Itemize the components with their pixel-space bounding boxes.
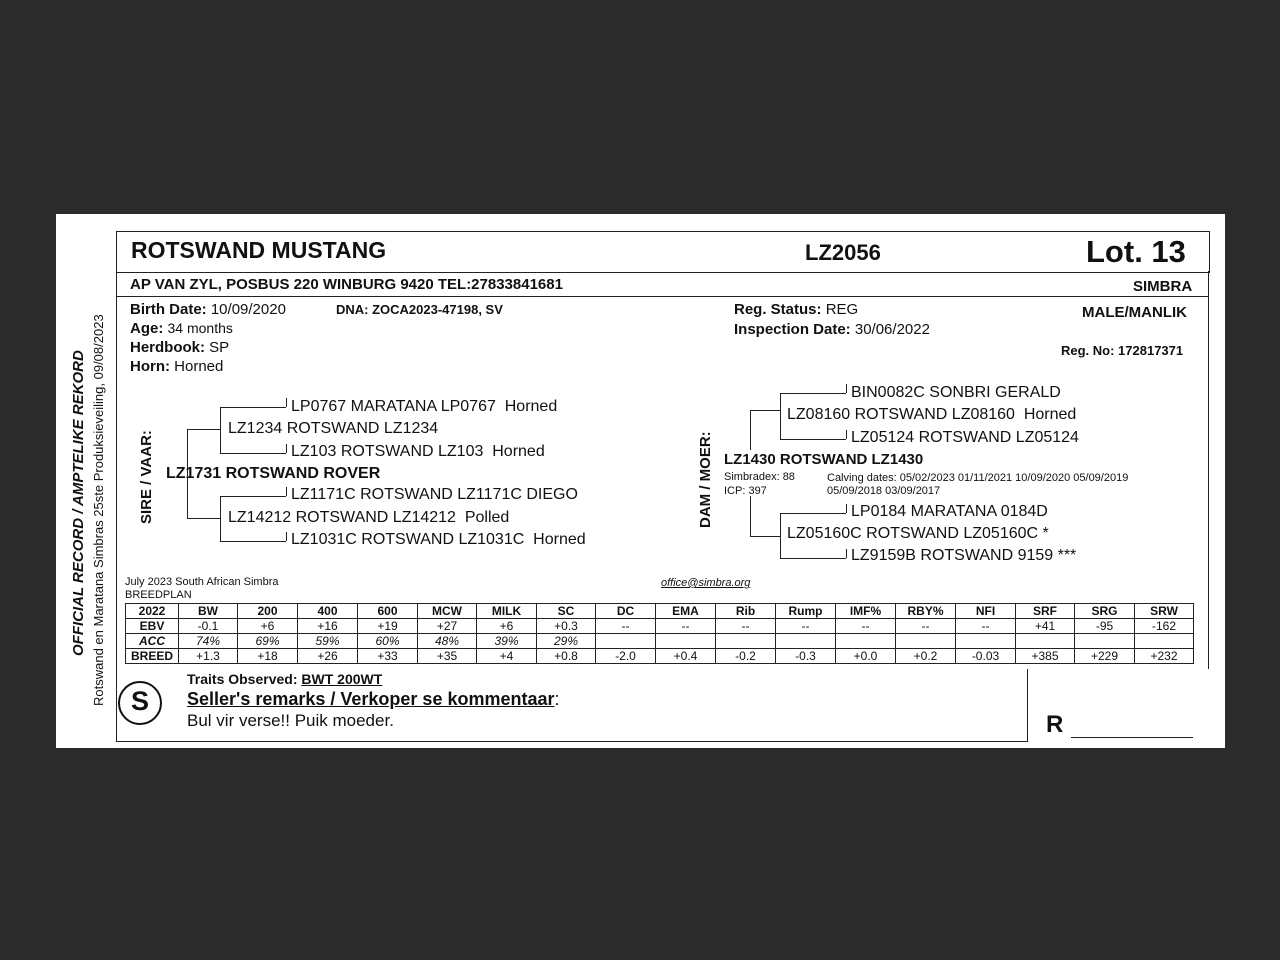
sire-tick-3	[286, 487, 287, 496]
acc-cell	[1016, 634, 1075, 649]
reg-status-value: REG	[825, 301, 859, 318]
breed-cell: -0.3	[776, 649, 836, 664]
sire-dam-line-bottom	[220, 541, 286, 542]
ebv-col-400: 400	[298, 604, 358, 619]
icp: ICP: 397	[724, 485, 767, 497]
traits-value: BWT 200WT	[301, 671, 383, 687]
herdbook-value: SP	[209, 339, 230, 356]
sale-info-label: Rotswand en Maratana Simbras 25ste Produksieveiling, 09/08/2023	[91, 314, 106, 706]
dam-sire-dam: LZ05124 ROTSWAND LZ05124	[851, 429, 1079, 446]
dam-label: DAM / MOER:	[697, 431, 714, 528]
sire-sire-dam	[291, 443, 545, 461]
sire-sire-dam-horn: Horned	[492, 443, 545, 460]
animal-id: LZ2056	[805, 240, 881, 265]
remarks-colon: :	[554, 689, 560, 709]
breed-cell: +4	[477, 649, 537, 664]
horn	[130, 358, 223, 375]
inspection-value: 30/06/2022	[854, 321, 930, 338]
ebv-col-600: 600	[358, 604, 418, 619]
acc-cell: 60%	[358, 634, 418, 649]
acc-cell: 39%	[477, 634, 537, 649]
birth-date	[130, 301, 286, 318]
ebv-col-imf: IMF%	[836, 604, 896, 619]
ebv-cell: -0.1	[179, 619, 238, 634]
breed-cell: +0.2	[896, 649, 956, 664]
dna-info: DNA: ZOCA2023-47198, SV	[336, 302, 503, 317]
dam-name: LZ1430 ROTSWAND LZ1430	[724, 451, 924, 468]
sellers-remarks-heading	[187, 689, 560, 710]
ebv-table	[125, 603, 1194, 664]
ebv-cell: +6	[477, 619, 537, 634]
dam-tick-2	[846, 430, 847, 439]
dam-dam-bracket	[780, 513, 781, 558]
breed-row-label: BREED	[126, 649, 179, 664]
acc-cell	[896, 634, 956, 649]
sire-sire-line-top	[220, 407, 286, 408]
acc-cell	[1075, 634, 1135, 649]
traits-label: Traits Observed:	[187, 671, 298, 687]
sire-dam-line-top	[220, 496, 286, 497]
dam-sire-text: LZ08160 ROTSWAND LZ08160	[787, 406, 1015, 423]
sire-sire-bracket	[220, 407, 221, 453]
acc-cell: 59%	[298, 634, 358, 649]
acc-cell	[656, 634, 716, 649]
frame-left	[116, 271, 117, 742]
official-record-label: OFFICIAL RECORD / AMPTELIKE REKORD	[70, 350, 87, 656]
age	[130, 320, 233, 337]
reg-number: Reg. No: 172817371	[1061, 343, 1184, 358]
frame-right	[1208, 271, 1209, 669]
reg-status-label: Reg. Status:	[734, 301, 822, 318]
breed-cell: +229	[1075, 649, 1135, 664]
breed-row	[126, 649, 1194, 664]
remarks-label: Seller's remarks / Verkoper se kommentaar	[187, 689, 555, 709]
horn-value: Horned	[174, 358, 224, 375]
ebv-cell: --	[596, 619, 656, 634]
acc-cell: 29%	[537, 634, 596, 649]
breed-cell: -2.0	[596, 649, 656, 664]
traits-observed	[187, 671, 382, 687]
reg-status	[734, 301, 858, 318]
breed-cell: +33	[358, 649, 418, 664]
breed-cell: -0.2	[716, 649, 776, 664]
ebv-col-nfi: NFI	[956, 604, 1016, 619]
acc-cell: 74%	[179, 634, 238, 649]
dam-dam-dam: LZ9159B ROTSWAND 9159 ***	[851, 547, 1077, 564]
price-line[interactable]	[1071, 737, 1193, 738]
sire-sire-name	[291, 398, 557, 416]
dam-bracket-bottom-line	[750, 536, 780, 537]
divider	[116, 296, 1209, 297]
ebv-col-200: 200	[238, 604, 298, 619]
sire-tick-1	[286, 398, 287, 407]
frame-bottom-right	[1027, 669, 1028, 742]
sire-sire-line-bottom	[220, 453, 286, 454]
ebv-col-srg: SRG	[1075, 604, 1135, 619]
sire-dam-name	[228, 509, 509, 527]
acc-cell	[956, 634, 1016, 649]
breed-cell: +1.3	[179, 649, 238, 664]
herdbook	[130, 339, 229, 356]
ebv-col-srf: SRF	[1016, 604, 1075, 619]
breed-cell: -0.03	[956, 649, 1016, 664]
ebv-col-rby: RBY%	[896, 604, 956, 619]
sex: MALE/MANLIK	[1082, 304, 1187, 321]
herdbook-label: Herdbook:	[130, 339, 205, 356]
sire-label: SIRE / VAAR:	[138, 430, 155, 524]
ebv-col-rump: Rump	[776, 604, 836, 619]
ebv-cell: --	[836, 619, 896, 634]
sire-dam-text: LZ14212 ROTSWAND LZ14212	[228, 509, 456, 526]
birth-date-value: 10/09/2020	[210, 301, 286, 318]
ebv-cell: +41	[1016, 619, 1075, 634]
breed-cell: +35	[418, 649, 477, 664]
dam-bracket-top	[750, 410, 751, 450]
calving-dates-cont: 05/09/2018 03/09/2017	[827, 485, 941, 497]
price-label: R	[1046, 711, 1064, 738]
breed-cell: +18	[238, 649, 298, 664]
sire-dam-dam-horn: Horned	[533, 531, 586, 548]
animal-name: ROTSWAND MUSTANG	[131, 237, 387, 263]
ebv-cell: -95	[1075, 619, 1135, 634]
evaluation-system: BREEDPLAN	[125, 589, 192, 601]
sire-dam-bracket	[220, 496, 221, 541]
office-email[interactable]: office@simbra.org	[661, 577, 751, 589]
age-value: 34 months	[167, 320, 233, 336]
breed-cell: +0.8	[537, 649, 596, 664]
dam-sire-name	[787, 406, 1076, 424]
dam-bracket-bottom	[750, 496, 751, 536]
ebv-cell: -162	[1135, 619, 1194, 634]
dam-dam-sire: LP0184 MARATANA 0184D	[851, 503, 1048, 520]
ebv-cell: +0.3	[537, 619, 596, 634]
acc-cell	[1135, 634, 1194, 649]
sire-sire-parent: LZ1234 ROTSWAND LZ1234	[228, 420, 439, 437]
acc-cell	[596, 634, 656, 649]
ebv-col-srw: SRW	[1135, 604, 1194, 619]
dam-sire-horn: Horned	[1023, 406, 1077, 423]
acc-cell	[776, 634, 836, 649]
inspection-date	[734, 321, 930, 338]
ebv-cell: --	[776, 619, 836, 634]
inspection-label: Inspection Date:	[734, 321, 851, 338]
dam-tick-3	[846, 504, 847, 513]
owner-contact: AP VAN ZYL, POSBUS 220 WINBURG 9420 TEL:27833841681	[130, 276, 563, 293]
sire-sire-horn: Horned	[504, 398, 558, 415]
sire-tick-4	[286, 532, 287, 541]
ebv-cell: --	[956, 619, 1016, 634]
dam-sire-sire: BIN0082C SONBRI GERALD	[851, 384, 1061, 401]
ebv-row-label: EBV	[126, 619, 179, 634]
breed-cell: +0.0	[836, 649, 896, 664]
simbradex: Simbradex: 88	[724, 471, 795, 483]
birth-date-label: Birth Date:	[130, 301, 207, 318]
ebv-col-ema: EMA	[656, 604, 716, 619]
acc-cell: 69%	[238, 634, 298, 649]
acc-cell	[716, 634, 776, 649]
evaluation-source: July 2023 South African Simbra	[125, 576, 279, 588]
breed-cell: +385	[1016, 649, 1075, 664]
dam-bracket-top-line	[750, 410, 780, 411]
sire-dam-dam-text: LZ1031C ROTSWAND LZ1031C	[291, 531, 525, 548]
ebv-row	[126, 619, 1194, 634]
ebv-cell: --	[716, 619, 776, 634]
acc-cell: 48%	[418, 634, 477, 649]
ebv-cell: +6	[238, 619, 298, 634]
dam-dam-line-bottom	[780, 558, 846, 559]
frame-bottom	[116, 741, 1028, 742]
acc-row	[126, 634, 1194, 649]
dam-dam-line-top	[780, 513, 846, 514]
horn-label: Horn:	[130, 358, 170, 375]
dam-sire-line-bottom	[780, 439, 846, 440]
ebv-year: 2022	[126, 604, 179, 619]
dam-tick-4	[846, 549, 847, 558]
sire-dam-sire: LZ1171C ROTSWAND LZ1171C DIEGO	[291, 486, 578, 503]
breed-cell: +232	[1135, 649, 1194, 664]
sire-name: LZ1731 ROTSWAND ROVER	[166, 465, 381, 482]
simbra-logo-icon	[118, 681, 162, 725]
sire-dam-horn: Polled	[464, 509, 510, 526]
acc-row-label: ACC	[126, 634, 179, 649]
age-label: Age:	[130, 320, 164, 337]
lot-number: Lot. 13	[1086, 234, 1186, 269]
logo-letter: S	[130, 686, 149, 716]
breed-cell: +0.4	[656, 649, 716, 664]
sire-tick-2	[286, 444, 287, 453]
ebv-cell: +16	[298, 619, 358, 634]
sellers-remarks-text: Bul vir verse!! Puik moeder.	[187, 711, 394, 730]
ebv-header-row	[126, 604, 1194, 619]
breed-label: SIMBRA	[1133, 278, 1193, 295]
sire-bracket-top	[187, 429, 220, 430]
ebv-col-rib: Rib	[716, 604, 776, 619]
dam-dam-name: LZ05160C ROTSWAND LZ05160C *	[787, 525, 1049, 542]
ebv-cell: +27	[418, 619, 477, 634]
ebv-col-bw: BW	[179, 604, 238, 619]
ebv-col-sc: SC	[537, 604, 596, 619]
sire-dam-dam	[291, 531, 586, 549]
ebv-cell: +19	[358, 619, 418, 634]
sire-sire-text: LP0767 MARATANA LP0767	[291, 398, 496, 415]
sire-sire-dam-text: LZ103 ROTSWAND LZ103	[291, 443, 484, 460]
acc-cell	[836, 634, 896, 649]
dam-sire-bracket	[780, 393, 781, 439]
sire-bracket-bottom	[187, 518, 220, 519]
ebv-cell: --	[896, 619, 956, 634]
breed-cell: +26	[298, 649, 358, 664]
ebv-cell: --	[656, 619, 716, 634]
dam-sire-line-top	[780, 393, 846, 394]
dam-tick-1	[846, 384, 847, 393]
ebv-col-milk: MILK	[477, 604, 537, 619]
calving-dates: Calving dates: 05/02/2023 01/11/2021 10/09/2020 05/09/2019	[827, 472, 1129, 484]
ebv-col-dc: DC	[596, 604, 656, 619]
ebv-col-mcw: MCW	[418, 604, 477, 619]
